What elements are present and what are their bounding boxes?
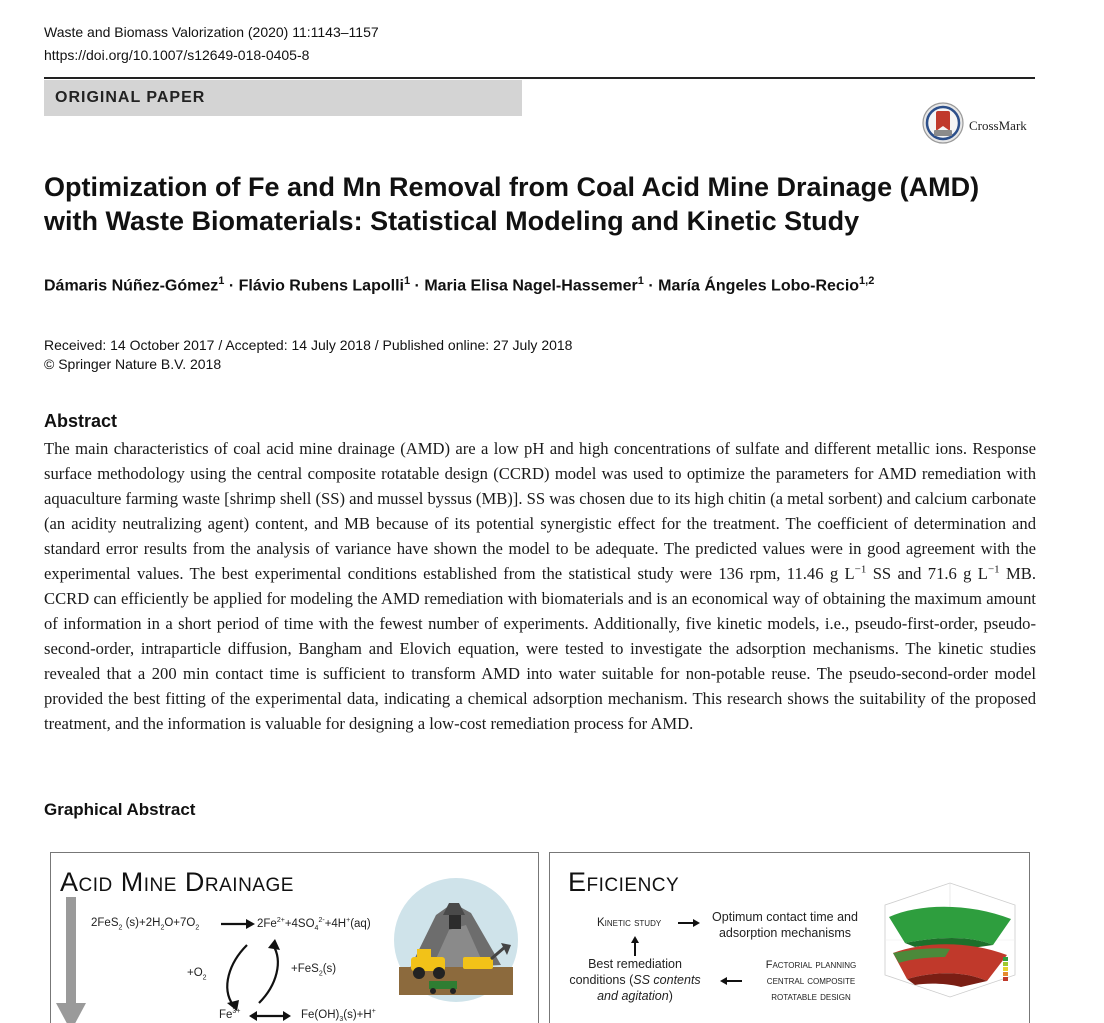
eq-sub: 2 (160, 924, 165, 932)
mine-illustration (391, 875, 521, 1005)
crossmark-badge[interactable] (921, 102, 1041, 146)
factorial-planning-line2: central composite (766, 975, 856, 987)
factorial-planning-line3: rotatable design (771, 991, 851, 1003)
abstract-part: The main characteristics of coal acid mine drainage (AMD) are a low pH and high concentrations of sulfate and different metallic ions. Response surface methodology using the central composite rotatable design (CCRD) model was used to optimize the parameters for AMD remediation with aquaculture farming waste [shrimp shell (SS) and mussel byssus (MB)]. SS was chosen due to its high chitin (a metal sorbent) and calcium carbonate (an acidity neutralizing agent) content, and MB because of its potential synergistic effect for the treatment. The coefficient of determination and standard error results from the analysis of variance have shown the model to be adequate. The predicted values were in good agreement with the experimental values. The best experimental conditions established from the statistical study were 136 rpm, 11.46 g L (44, 439, 1036, 583)
ferric-ion-label (219, 1008, 240, 1021)
best-conditions-line1: Best remediation (588, 957, 682, 971)
eq-text: 2FeS (91, 917, 119, 929)
abstract-part: MB. CCRD can efficiently be applied for modeling the AMD remediation with biomaterials and is an economical way of obtaining the maximum amount of information in a short period of time with the fewest number of experiments. Additionally, five kinetic models, i.e., pseudo-first-order, pseudo-second-order, intraparticle diffusion, Bangham and Elovich equation, were tested to investigate the adsorption mechanisms. The kinetic studies revealed that a 200 min contact time is sufficient to transform AMD into water suitable for non-potable reuse. The pseudo-second-order model provided the best fitting of the experimental data, indicating a chemical adsorption mechanism. This research shows the suitability of the proposed treatment, and the information is valuable for designing a low-cost remediation process for AMD. (44, 564, 1036, 733)
eq-text: (s) (322, 963, 337, 975)
abstract-heading: Abstract (44, 411, 118, 431)
paper-title: Optimization of Fe and Mn Removal from Coal Acid Mine Drainage (AMD) with Waste Biomaterials: Statistical Modeling and Kinetic Study (44, 172, 980, 236)
optimum-contact-line1: Optimum contact time and (712, 910, 858, 924)
journal-citation: Waste and Biomass Valorization (2020) 11:1143–1157 (44, 24, 379, 40)
eq-sub: 2 (195, 924, 200, 932)
efficiency-panel (549, 852, 1030, 1023)
eq-sub: 2 (118, 924, 123, 932)
optimum-contact-line2: adsorption mechanisms (718, 926, 851, 940)
response-surface-plot (875, 875, 1025, 1015)
reaction-reactants (91, 917, 199, 931)
received-accepted-dates: Received: 14 October 2017 / Accepted: 14 July 2018 / Published online: 27 July 2018 (44, 337, 573, 353)
best-conditions-text: conditions ( (569, 973, 634, 987)
author-affiliation: 1,2 (859, 275, 875, 287)
eq-text: +O (187, 967, 203, 979)
eq-text: O+7O (164, 917, 196, 929)
pyrite-label (291, 963, 336, 977)
best-conditions-line3 (560, 989, 710, 1003)
doi-link[interactable]: https://doi.org/10.1007/s12649-018-0405-8 (44, 47, 310, 63)
crossmark-icon (921, 102, 967, 146)
kinetic-study-label: Kinetic study (597, 917, 662, 929)
abstract-superscript: −1 (854, 563, 867, 576)
abstract-superscript: −1 (987, 563, 1000, 576)
author-affiliation: 1 (637, 275, 644, 287)
eq-text: +4SO (284, 917, 315, 930)
eq-sup: 2+ (276, 917, 285, 924)
author-name[interactable]: Maria Elisa Nagel-Hassemer (424, 277, 638, 295)
best-conditions-italic: SS contents (633, 973, 701, 987)
graphical-abstract-heading: Graphical Abstract (44, 800, 196, 819)
abstract-text (44, 436, 1036, 736)
panel-title: Acid Mine Drainage (60, 867, 294, 897)
eq-text: Fe(OH) (301, 1008, 340, 1021)
best-conditions-line2 (560, 973, 710, 987)
article-type-label: ORIGINAL PAPER (55, 89, 206, 106)
eq-sub: 2 (318, 970, 323, 978)
author-separator: · (410, 277, 425, 295)
article-type-banner (44, 80, 522, 116)
panel-title: Eficiency (568, 867, 680, 897)
crossmark-label: CrossMark (969, 118, 1027, 133)
header-rule (44, 77, 1035, 79)
acid-mine-drainage-panel (50, 852, 539, 1023)
eq-text: (s)+H (343, 1008, 372, 1021)
author-affiliation: 1 (403, 275, 411, 287)
eq-sub: 2 (202, 974, 207, 982)
author-name[interactable]: Dámaris Núñez-Gómez (44, 277, 219, 295)
best-conditions-italic: and agitation (597, 989, 669, 1003)
abstract-part: SS and 71.6 g L (866, 564, 988, 583)
author-name[interactable]: Flávio Rubens Lapolli (238, 277, 404, 295)
eq-sub: 4 (314, 925, 319, 933)
author-separator: · (224, 277, 239, 295)
eq-text: +FeS (291, 963, 319, 975)
eq-text: (s)+2H (122, 917, 161, 929)
eq-text: (aq) (350, 917, 371, 930)
author-affiliation: 1 (218, 275, 225, 287)
eq-text: +4H (324, 917, 347, 930)
eq-text: 2Fe (257, 917, 277, 930)
author-list (44, 275, 874, 295)
eq-sup: + (371, 1008, 376, 1015)
eq-sup: + (346, 917, 351, 924)
eq-sup: 2- (318, 917, 325, 924)
eq-text: Fe (219, 1008, 233, 1021)
factorial-planning-line1: Factorial planning (765, 959, 857, 971)
reaction-products (257, 917, 371, 932)
author-name[interactable]: María Ángeles Lobo-Recio (658, 277, 860, 295)
oxygen-label (187, 967, 207, 981)
hydroxide-label (301, 1008, 376, 1023)
publication-history (44, 336, 572, 374)
copyright-line: © Springer Nature B.V. 2018 (44, 356, 222, 372)
author-separator: · (643, 277, 659, 295)
eq-sup: 3+ (232, 1008, 241, 1015)
best-conditions-text: ) (668, 989, 673, 1003)
eq-sub: 3 (339, 1016, 344, 1023)
